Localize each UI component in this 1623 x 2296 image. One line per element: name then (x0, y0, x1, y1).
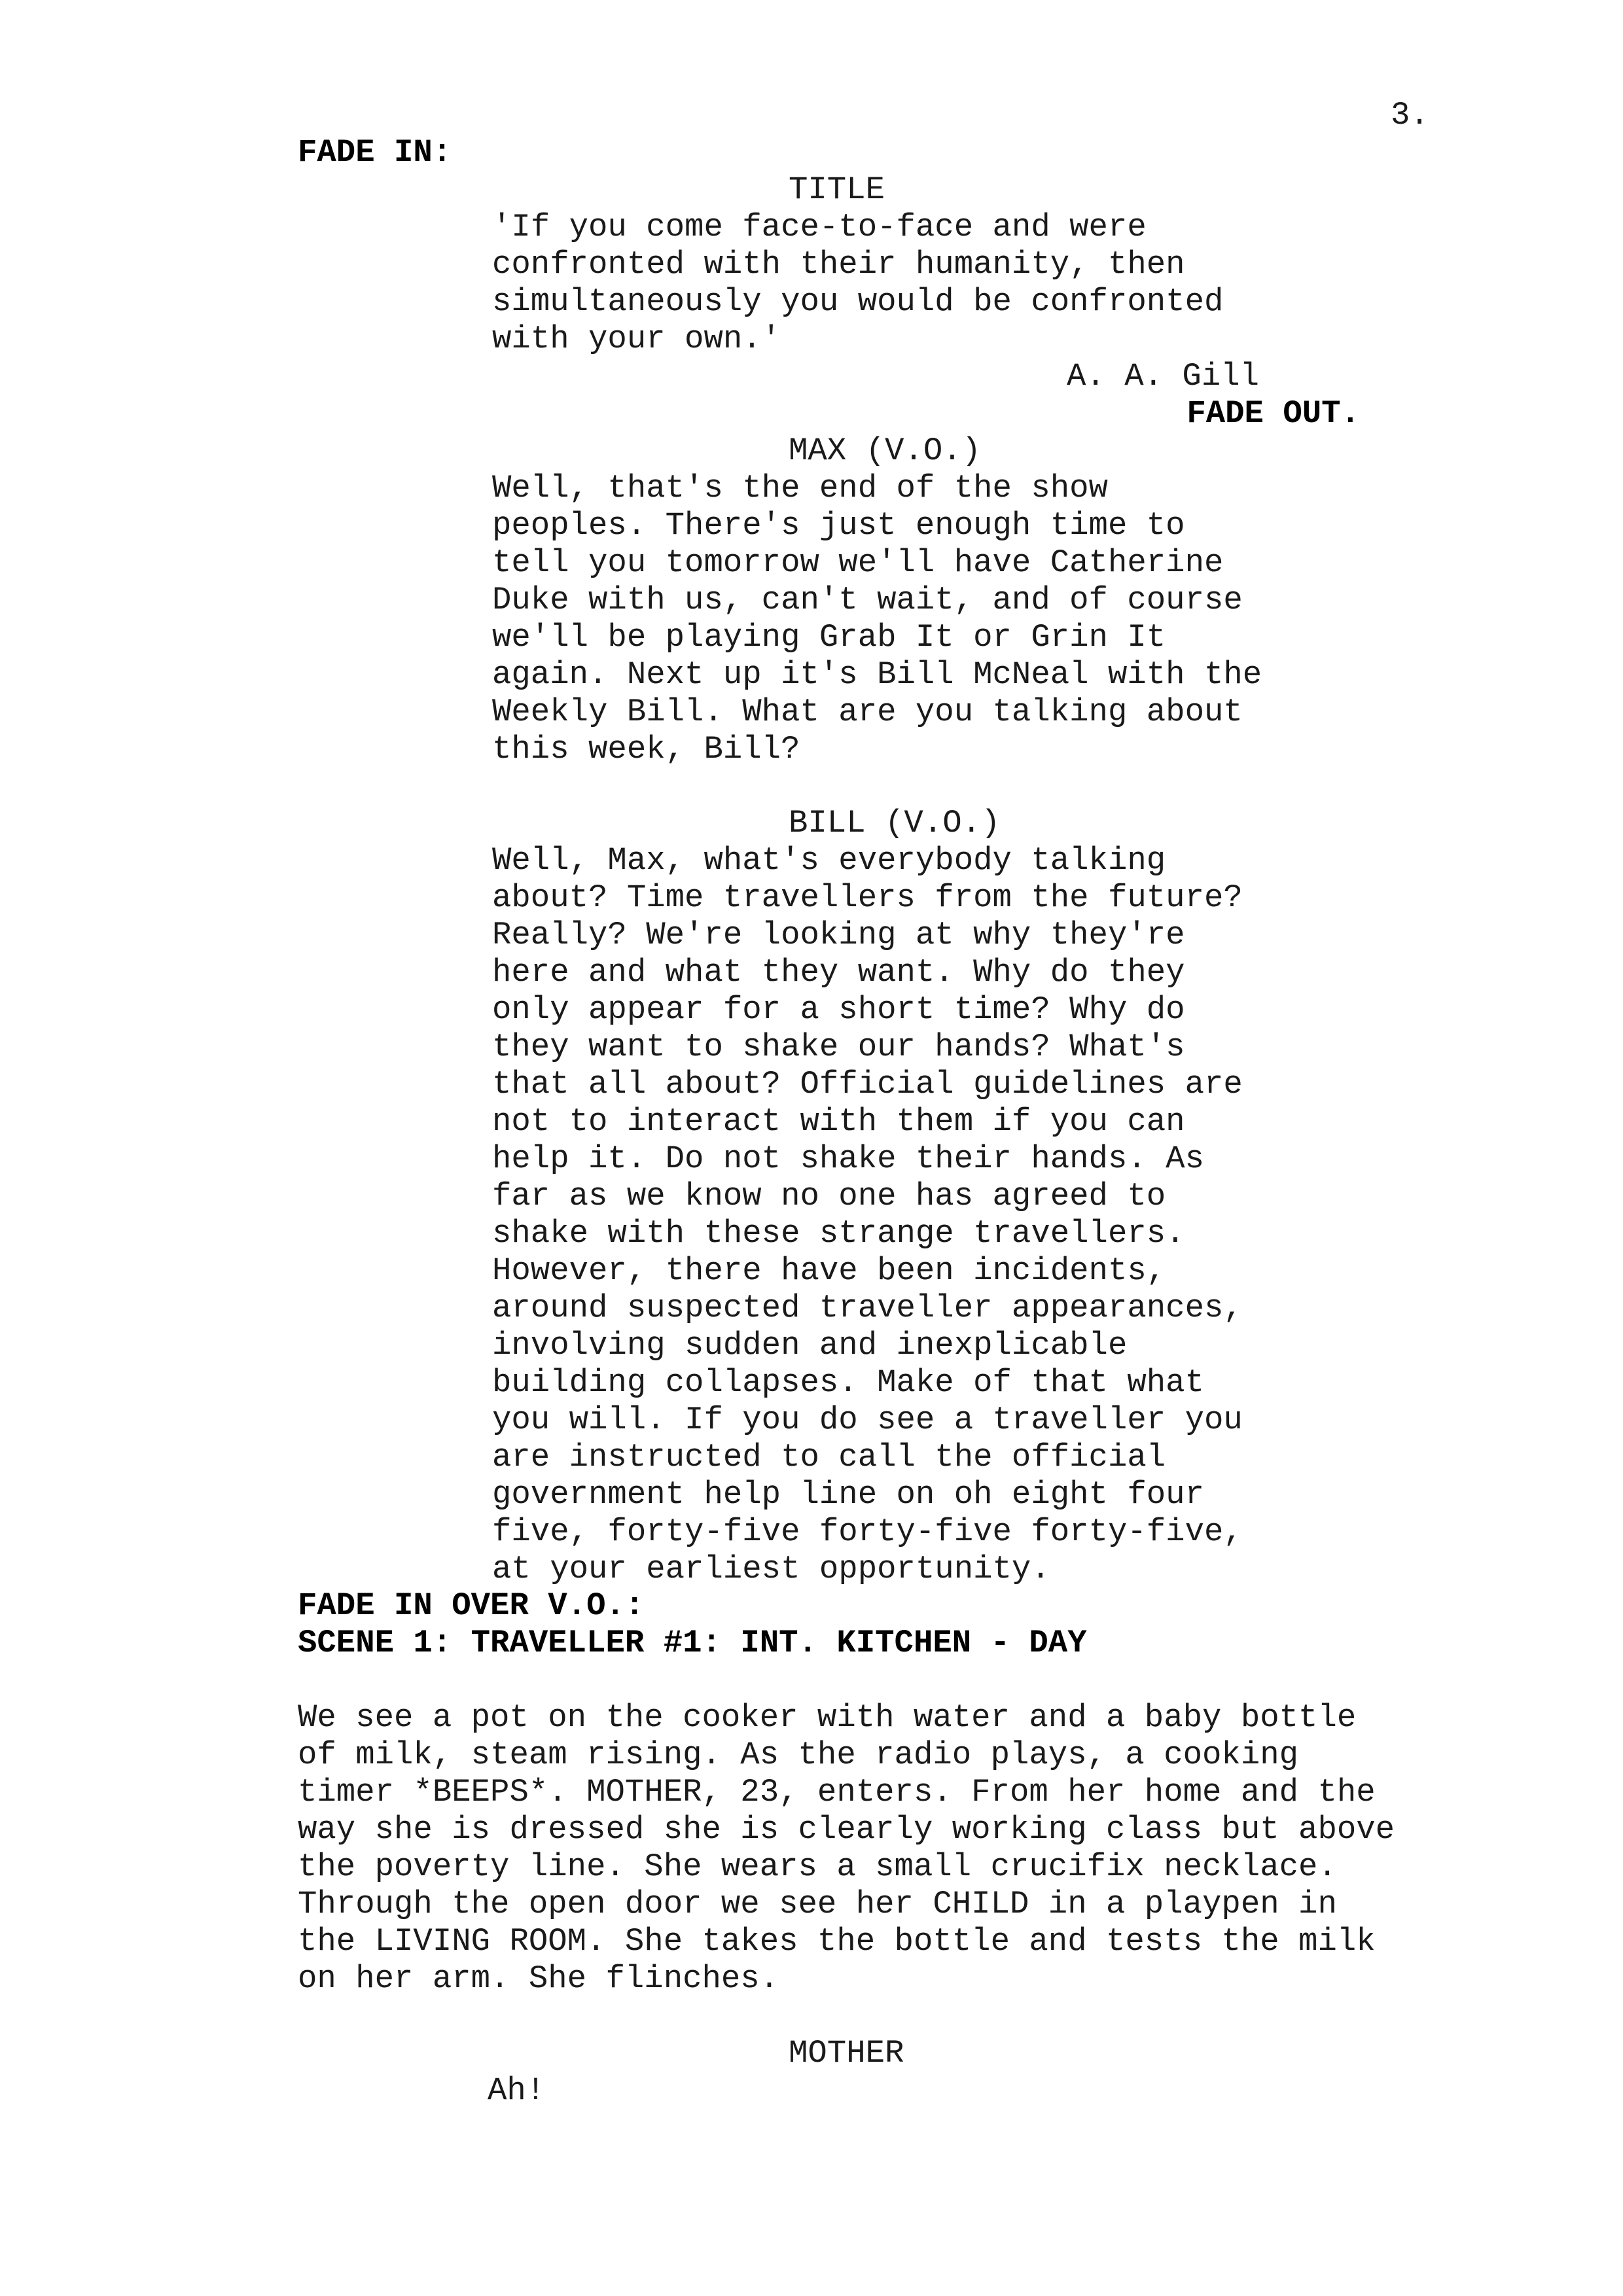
action-line: of milk, steam rising. As the radio plays, a cooking (298, 1737, 1299, 1773)
dialogue-line: here and what they want. Why do they (492, 954, 1185, 991)
dialogue-line: they want to shake our hands? What's (492, 1029, 1185, 1065)
dialogue-line: we'll be playing Grab It or Grin It (492, 619, 1166, 656)
dialogue-line: are instructed to call the official (492, 1439, 1166, 1475)
dialogue-line: Weekly Bill. What are you talking about (492, 694, 1243, 730)
dialogue-line: Well, Max, what's everybody talking (492, 842, 1166, 879)
dialogue-line: again. Next up it's Bill McNeal with the (492, 656, 1262, 693)
title-card-quote (492, 209, 1223, 358)
title-card-heading: TITLE (789, 171, 885, 208)
character-name-max: MAX (V.O.) (789, 433, 982, 469)
dialogue-line: this week, Bill? (492, 731, 800, 768)
dialogue-line: tell you tomorrow we'll have Catherine (492, 544, 1224, 581)
action-line: timer *BEEPS*. MOTHER, 23, enters. From her home and the (298, 1774, 1376, 1810)
action-line: on her arm. She flinches. (298, 1960, 779, 1997)
opening-transition: FADE IN: (298, 134, 452, 171)
dialogue-line: However, there have been incidents, (492, 1252, 1166, 1289)
dialogue-line: not to interact with them if you can (492, 1103, 1185, 1140)
action-line: way she is dressed she is clearly working class but above (298, 1811, 1395, 1848)
dialogue-bill (492, 842, 1243, 1588)
scene-transition: FADE IN OVER V.O.: (298, 1587, 645, 1624)
dialogue-line: far as we know no one has agreed to (492, 1178, 1166, 1214)
dialogue-line: building collapses. Make of that what (492, 1364, 1204, 1401)
dialogue-max (492, 470, 1262, 768)
scene-heading: SCENE 1: TRAVELLER #1: INT. KITCHEN - DAY (298, 1625, 1087, 1661)
quote-line: with your own.' (492, 321, 781, 357)
quote-line: 'If you come face-to-face and were (492, 209, 1147, 245)
fade-out-transition: FADE OUT. (1186, 395, 1360, 432)
dialogue-line: involving sudden and inexplicable (492, 1327, 1128, 1364)
dialogue-line: around suspected traveller appearances, (492, 1290, 1243, 1326)
dialogue-line: about? Time travellers from the future? (492, 879, 1243, 916)
dialogue-mother: Ah! (488, 2072, 546, 2109)
character-name-mother: MOTHER (789, 2035, 904, 2072)
quote-attribution: A. A. Gill (1067, 358, 1260, 395)
dialogue-line: at your earliest opportunity. (492, 1551, 1050, 1587)
action-paragraph (298, 1699, 1395, 1998)
dialogue-line: five, forty-five forty-five forty-five, (492, 1513, 1243, 1550)
quote-line: confronted with their humanity, then (492, 246, 1185, 283)
dialogue-line: you will. If you do see a traveller you (492, 1402, 1243, 1438)
action-line: We see a pot on the cooker with water and a baby bottle (298, 1699, 1357, 1736)
dialogue-line: Really? We're looking at why they're (492, 917, 1185, 953)
action-line: the LIVING ROOM. She takes the bottle and tests the milk (298, 1923, 1376, 1960)
dialogue-line: government help line on oh eight four (492, 1476, 1204, 1513)
page-number: 3. (1391, 97, 1429, 133)
dialogue-line: peoples. There's just enough time to (492, 507, 1185, 544)
quote-line: simultaneously you would be confronted (492, 283, 1224, 320)
dialogue-line: shake with these strange travellers. (492, 1215, 1185, 1252)
dialogue-line: only appear for a short time? Why do (492, 991, 1185, 1028)
dialogue-line: Well, that's the end of the show (492, 470, 1108, 506)
action-line: the poverty line. She wears a small crucifix necklace. (298, 1848, 1337, 1885)
dialogue-line: help it. Do not shake their hands. As (492, 1140, 1204, 1177)
dialogue-line: Duke with us, can't wait, and of course (492, 582, 1243, 618)
dialogue-line: that all about? Official guidelines are (492, 1066, 1243, 1103)
action-line: Through the open door we see her CHILD in a playpen in (298, 1886, 1337, 1922)
character-name-bill: BILL (V.O.) (789, 805, 1001, 841)
